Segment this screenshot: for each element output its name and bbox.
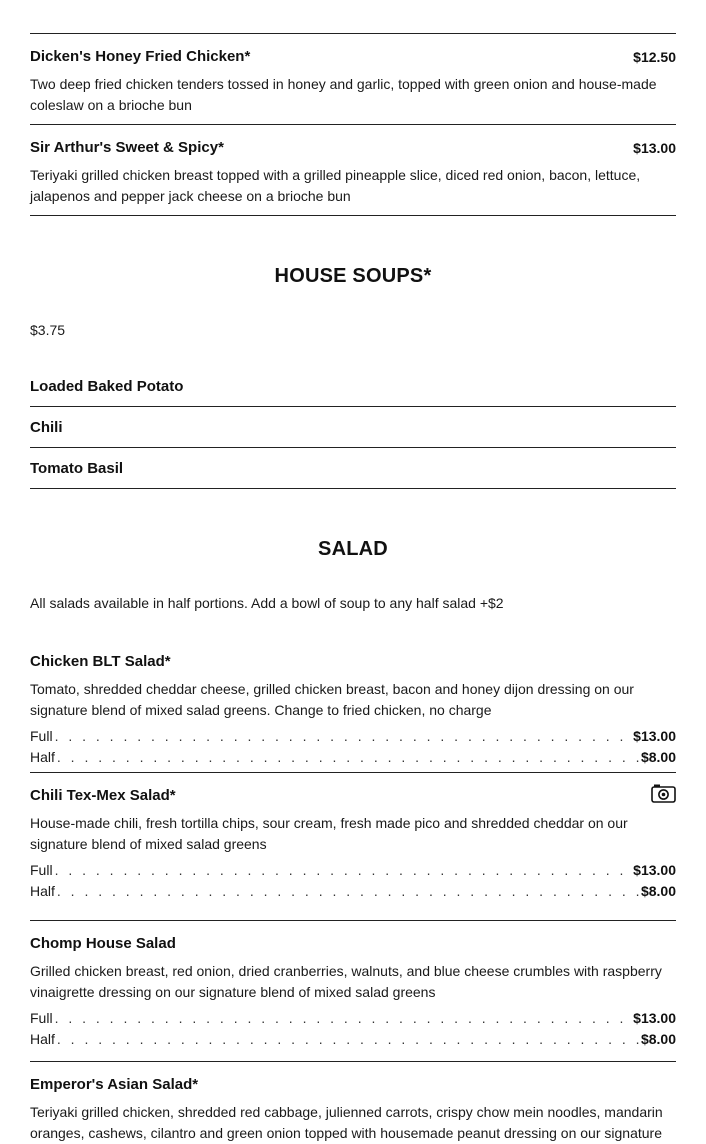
dot-leader xyxy=(55,1010,632,1026)
soup-item xyxy=(30,407,676,448)
menu-page xyxy=(30,0,676,1144)
item-name: Emperor's Asian Salad* xyxy=(30,1076,199,1093)
portion-label: Half xyxy=(30,1031,55,1047)
portion-label: Full xyxy=(30,862,53,878)
soup-list xyxy=(30,366,676,489)
item-price: $13.00 xyxy=(633,139,676,156)
item-description: Teriyaki grilled chicken, shredded red cabbage, julienned carrots, crispy chow mein noodles, mandarin oranges, cashews, cilantro and green onion topped with housemade peanut dressing on our signature xyxy=(30,1104,663,1141)
soup-name: Loaded Baked Potato xyxy=(30,377,184,395)
item-description: Grilled chicken breast, red onion, dried cranberries, walnuts, and blue cheese crumbles with raspberry vinaigrette dressing on our signature blend of mixed salad greens xyxy=(30,963,662,1000)
soup-name: Chili xyxy=(30,418,63,436)
salad-item xyxy=(30,773,676,921)
item-description xyxy=(30,0,676,1)
section-title-salad: SALAD xyxy=(318,538,388,560)
soup-item xyxy=(30,366,676,407)
item-price: $12.50 xyxy=(633,48,676,65)
item-name: Chili Tex-Mex Salad* xyxy=(30,787,176,804)
item-description: House-made chili, fresh tortilla chips, sour cream, fresh made pico and shredded cheddar on our signature blend of mixed salad greens xyxy=(30,815,628,852)
salad-item xyxy=(30,921,676,1062)
portion-price: $13.00 xyxy=(633,728,676,744)
soup-price: $3.75 xyxy=(30,322,66,338)
item-name: Chicken BLT Salad* xyxy=(30,653,171,670)
item-description: Teriyaki grilled chicken breast topped with a grilled pineapple slice, diced red onion, bacon, lettuce, jalapenos and pepper jack cheese on a brioche bun xyxy=(30,167,641,204)
portion-price: $8.00 xyxy=(640,883,676,899)
item-name: Chomp House Salad xyxy=(30,935,176,952)
portion-label: Half xyxy=(30,883,55,899)
salad-note: All salads available in half portions. Add a bowl of soup to any half salad +$2 xyxy=(30,595,504,611)
salad-item xyxy=(30,1062,676,1144)
dot-leader xyxy=(57,1031,639,1047)
item-description: Tomato, shredded cheddar cheese, grilled chicken breast, bacon and honey dijon dressing on our signature blend of mixed salad greens. Change to fried chicken, no charge xyxy=(30,681,634,718)
menu-item xyxy=(30,34,676,125)
soup-name: Tomato Basil xyxy=(30,459,124,477)
dot-leader xyxy=(55,862,632,878)
item-name: Sir Arthur's Sweet & Spicy* xyxy=(30,139,224,156)
camera-icon[interactable] xyxy=(651,783,676,808)
dot-leader xyxy=(57,749,639,765)
price-row-full xyxy=(30,862,676,883)
portion-price: $8.00 xyxy=(640,1031,676,1047)
portion-price: $8.00 xyxy=(640,749,676,765)
portion-label: Full xyxy=(30,1010,53,1026)
price-row-half xyxy=(30,883,676,904)
item-name: Dicken's Honey Fried Chicken* xyxy=(30,48,251,65)
portion-label: Full xyxy=(30,728,53,744)
dot-leader xyxy=(57,883,639,899)
portion-price: $13.00 xyxy=(633,1010,676,1026)
portion-price: $13.00 xyxy=(633,862,676,878)
price-row-half xyxy=(30,749,676,770)
section-title-soups: HOUSE SOUPS* xyxy=(274,265,432,287)
item-description: Two deep fried chicken tenders tossed in honey and garlic, topped with green onion and house-made coleslaw on a brioche bun xyxy=(30,76,657,113)
soup-item xyxy=(30,448,676,489)
menu-item xyxy=(30,0,676,34)
price-row-full xyxy=(30,1010,676,1031)
price-row-half xyxy=(30,1031,676,1052)
menu-item xyxy=(30,125,676,216)
price-row-full xyxy=(30,728,676,749)
portion-label: Half xyxy=(30,749,55,765)
salad-item xyxy=(30,639,676,773)
dot-leader xyxy=(55,728,632,744)
